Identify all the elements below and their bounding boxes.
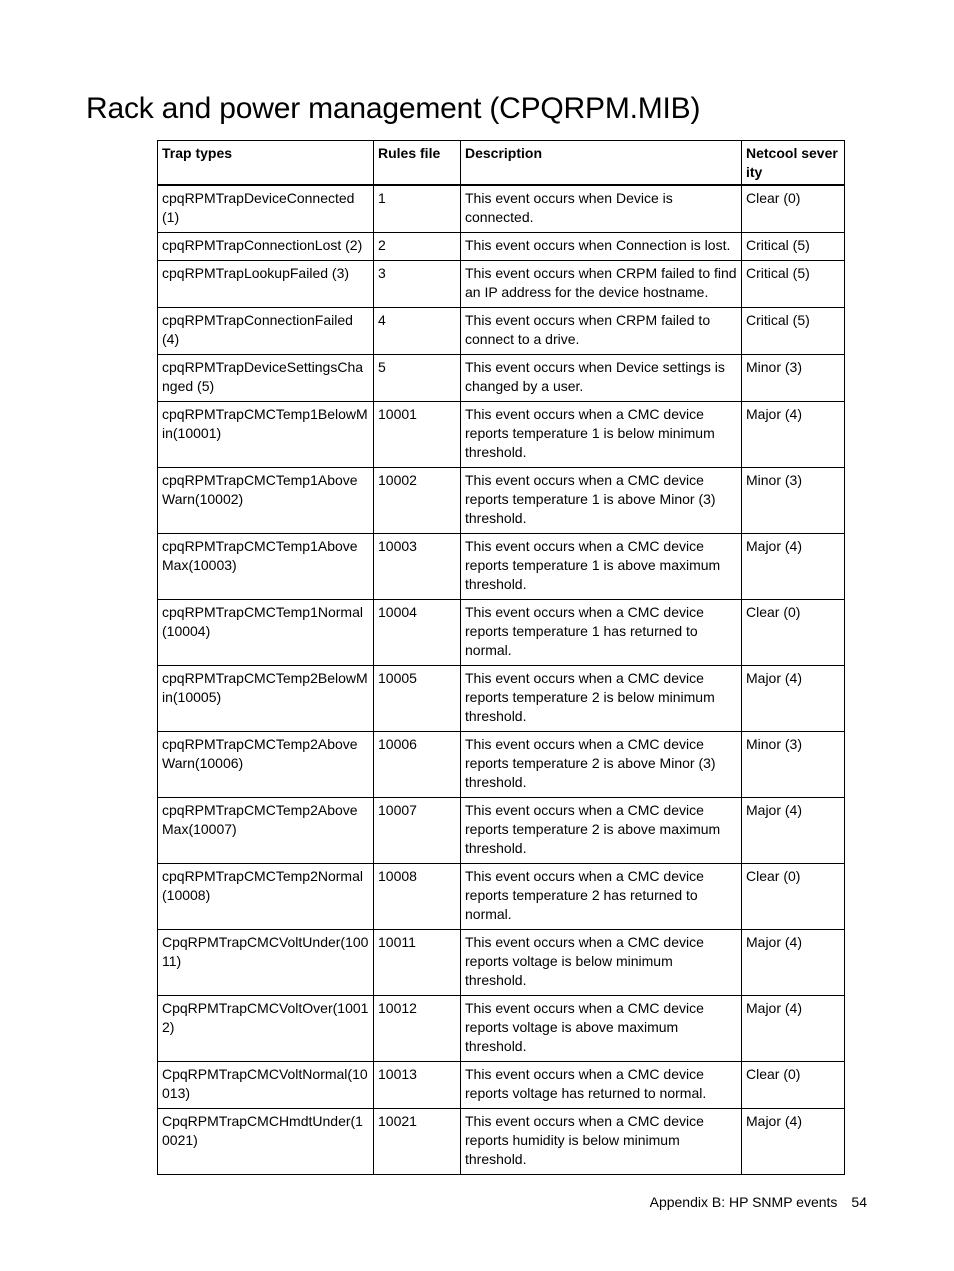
cell-netcool-severity: Major (4) [742, 1109, 845, 1175]
table-row [158, 355, 845, 402]
cell-netcool-severity: Clear (0) [742, 600, 845, 666]
page-number: 54 [851, 1194, 867, 1210]
cell-rules-file: 10005 [374, 666, 461, 732]
cell-description: This event occurs when a CMC device reports temperature 1 is below minimum threshold. [461, 402, 742, 468]
cell-trap-type: cpqRPMTrapCMCTemp2AboveWarn(10006) [158, 732, 374, 798]
cell-netcool-severity: Minor (3) [742, 732, 845, 798]
table-row [158, 666, 845, 732]
cell-rules-file: 10021 [374, 1109, 461, 1175]
page-footer [650, 1194, 867, 1210]
header-description: Description [461, 141, 742, 186]
cell-rules-file: 10004 [374, 600, 461, 666]
cell-description: This event occurs when Device settings is changed by a user. [461, 355, 742, 402]
cell-trap-type: cpqRPMTrapCMCTemp2Normal(10008) [158, 864, 374, 930]
cell-trap-type: cpqRPMTrapCMCTemp2BelowMin(10005) [158, 666, 374, 732]
cell-description: This event occurs when a CMC device reports temperature 2 is above Minor (3) threshold. [461, 732, 742, 798]
cell-description: This event occurs when Device is connected. [461, 185, 742, 233]
cell-rules-file: 10006 [374, 732, 461, 798]
table-row [158, 468, 845, 534]
cell-description: This event occurs when CRPM failed to connect to a drive. [461, 308, 742, 355]
table-row [158, 308, 845, 355]
cell-trap-type: cpqRPMTrapCMCTemp1AboveMax(10003) [158, 534, 374, 600]
cell-description: This event occurs when a CMC device reports temperature 1 has returned to normal. [461, 600, 742, 666]
cell-trap-type: cpqRPMTrapDeviceConnected (1) [158, 185, 374, 233]
cell-netcool-severity: Clear (0) [742, 1062, 845, 1109]
cell-description: This event occurs when a CMC device reports temperature 2 has returned to normal. [461, 864, 742, 930]
cell-trap-type: cpqRPMTrapCMCTemp1BelowMin(10001) [158, 402, 374, 468]
header-netcool-severity: Netcool severity [742, 141, 845, 186]
header-trap-types: Trap types [158, 141, 374, 186]
table-row [158, 864, 845, 930]
cell-trap-type: cpqRPMTrapCMCTemp1AboveWarn(10002) [158, 468, 374, 534]
table-row [158, 732, 845, 798]
table-row [158, 233, 845, 261]
cell-description: This event occurs when a CMC device reports humidity is below minimum threshold. [461, 1109, 742, 1175]
table-row [158, 1062, 845, 1109]
cell-trap-type: cpqRPMTrapCMCTemp1Normal(10004) [158, 600, 374, 666]
table-row [158, 600, 845, 666]
cell-trap-type: CpqRPMTrapCMCHmdtUnder(10021) [158, 1109, 374, 1175]
table-body [158, 185, 845, 1175]
cell-rules-file: 4 [374, 308, 461, 355]
cell-netcool-severity: Minor (3) [742, 355, 845, 402]
table-row [158, 534, 845, 600]
cell-description: This event occurs when a CMC device reports temperature 2 is below minimum threshold. [461, 666, 742, 732]
cell-description: This event occurs when a CMC device reports voltage is below minimum threshold. [461, 930, 742, 996]
table-row [158, 996, 845, 1062]
table-row [158, 402, 845, 468]
cell-rules-file: 10001 [374, 402, 461, 468]
cell-rules-file: 10008 [374, 864, 461, 930]
cell-description: This event occurs when a CMC device reports temperature 1 is above maximum threshold. [461, 534, 742, 600]
cell-netcool-severity: Major (4) [742, 996, 845, 1062]
cell-description: This event occurs when a CMC device reports temperature 2 is above maximum threshold. [461, 798, 742, 864]
cell-netcool-severity: Critical (5) [742, 233, 845, 261]
cell-rules-file: 2 [374, 233, 461, 261]
trap-events-table [157, 140, 845, 1175]
header-rules-file: Rules file [374, 141, 461, 186]
cell-netcool-severity: Critical (5) [742, 261, 845, 308]
cell-description: This event occurs when CRPM failed to find an IP address for the device hostname. [461, 261, 742, 308]
cell-trap-type: CpqRPMTrapCMCVoltOver(10012) [158, 996, 374, 1062]
page-title: Rack and power management (CPQRPM.MIB) [86, 92, 701, 125]
cell-trap-type: cpqRPMTrapConnectionFailed (4) [158, 308, 374, 355]
cell-netcool-severity: Major (4) [742, 402, 845, 468]
cell-rules-file: 10007 [374, 798, 461, 864]
cell-rules-file: 10011 [374, 930, 461, 996]
cell-trap-type: cpqRPMTrapConnectionLost (2) [158, 233, 374, 261]
table-row [158, 1109, 845, 1175]
cell-netcool-severity: Critical (5) [742, 308, 845, 355]
cell-description: This event occurs when Connection is lost. [461, 233, 742, 261]
cell-netcool-severity: Clear (0) [742, 185, 845, 233]
cell-rules-file: 5 [374, 355, 461, 402]
cell-description: This event occurs when a CMC device reports voltage has returned to normal. [461, 1062, 742, 1109]
cell-trap-type: cpqRPMTrapCMCTemp2AboveMax(10007) [158, 798, 374, 864]
cell-netcool-severity: Major (4) [742, 666, 845, 732]
footer-section: Appendix B: HP SNMP events [649, 1194, 838, 1210]
cell-rules-file: 10003 [374, 534, 461, 600]
cell-rules-file: 1 [374, 185, 461, 233]
cell-rules-file: 10013 [374, 1062, 461, 1109]
cell-trap-type: cpqRPMTrapLookupFailed (3) [158, 261, 374, 308]
cell-description: This event occurs when a CMC device reports voltage is above maximum threshold. [461, 996, 742, 1062]
cell-rules-file: 3 [374, 261, 461, 308]
cell-rules-file: 10002 [374, 468, 461, 534]
cell-netcool-severity: Major (4) [742, 798, 845, 864]
cell-trap-type: cpqRPMTrapDeviceSettingsChanged (5) [158, 355, 374, 402]
table-row [158, 261, 845, 308]
cell-netcool-severity: Clear (0) [742, 864, 845, 930]
table-row [158, 798, 845, 864]
table-row [158, 930, 845, 996]
cell-description: This event occurs when a CMC device reports temperature 1 is above Minor (3) threshold. [461, 468, 742, 534]
table-row [158, 185, 845, 233]
cell-netcool-severity: Major (4) [742, 534, 845, 600]
cell-netcool-severity: Major (4) [742, 930, 845, 996]
table-header-row [158, 141, 845, 186]
cell-trap-type: CpqRPMTrapCMCVoltNormal(10013) [158, 1062, 374, 1109]
cell-trap-type: CpqRPMTrapCMCVoltUnder(10011) [158, 930, 374, 996]
cell-netcool-severity: Minor (3) [742, 468, 845, 534]
cell-rules-file: 10012 [374, 996, 461, 1062]
